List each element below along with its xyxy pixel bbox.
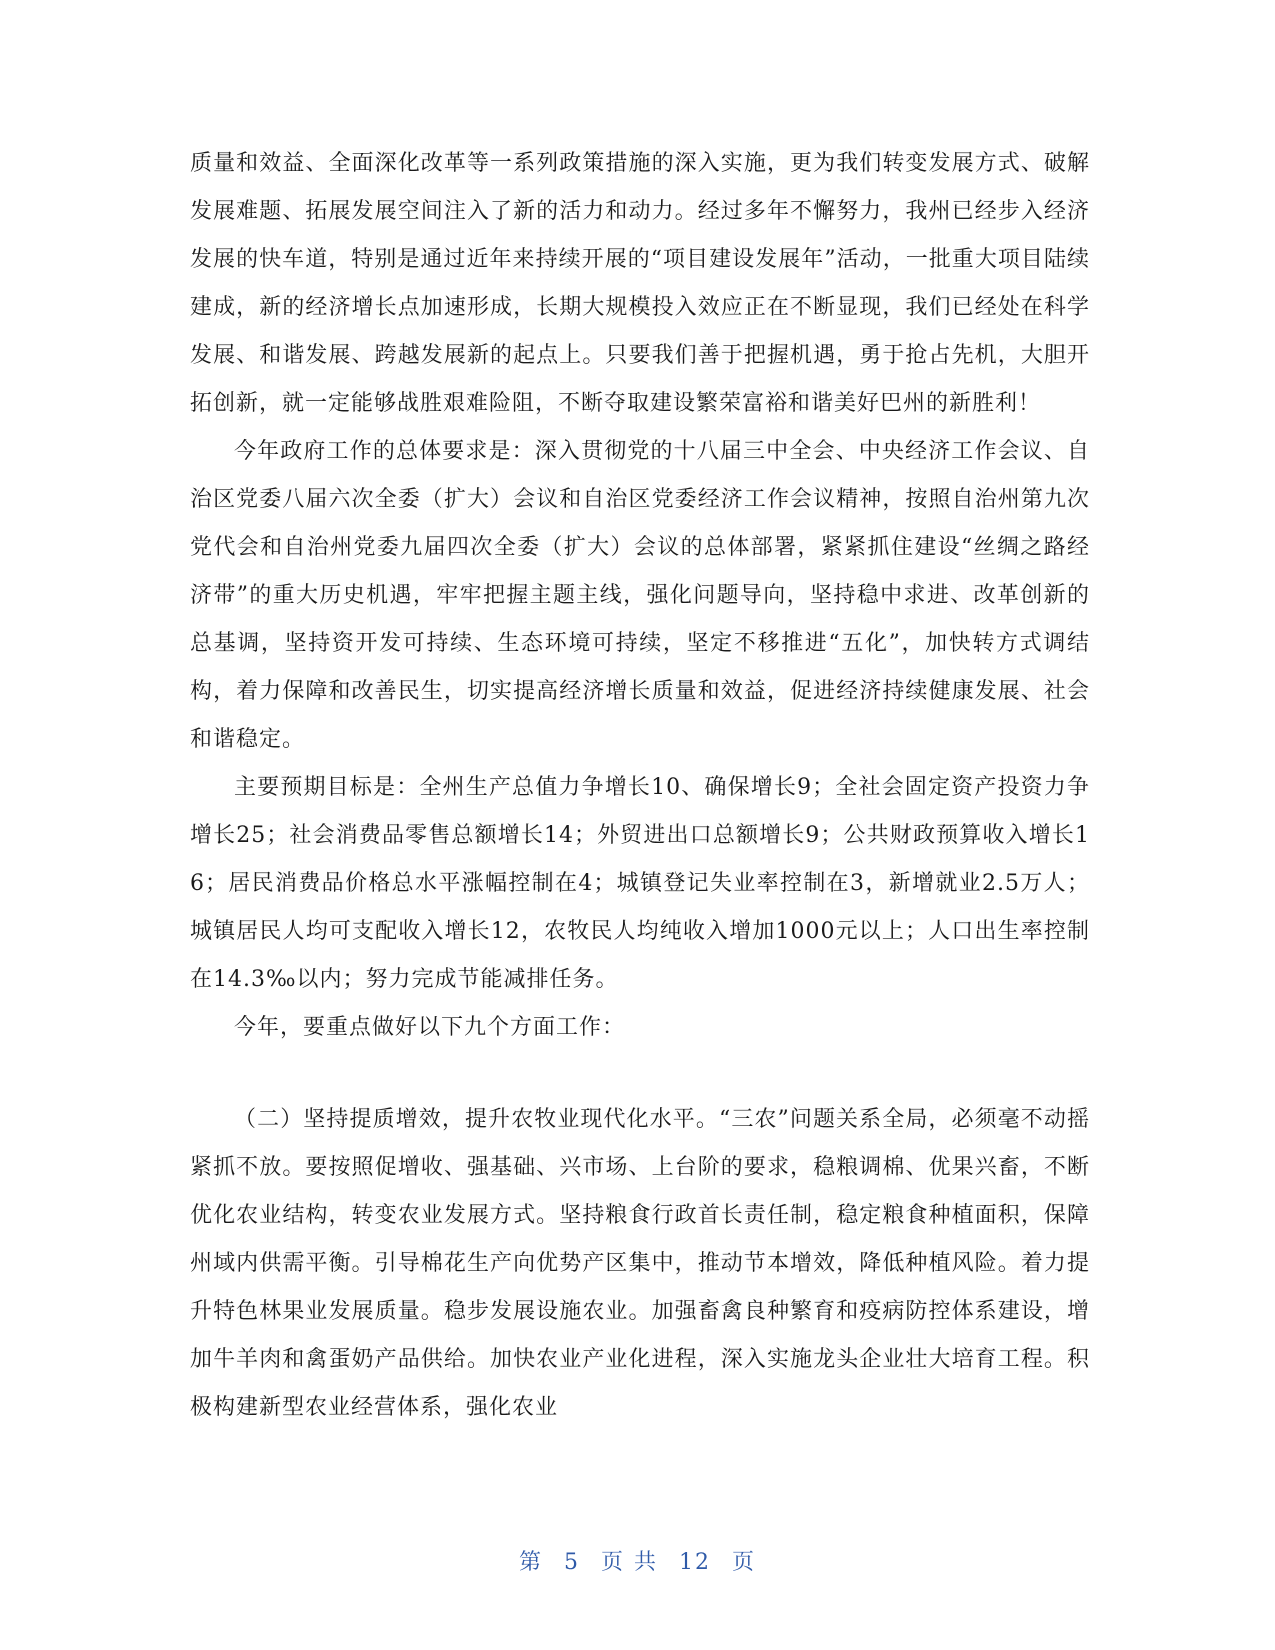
page-footer: [0, 1545, 1275, 1576]
paragraph-continuation: 质量和效益、全面深化改革等一系列政策措施的深入实施，更为我们转变发展方式、破解发展难题、拓展发展空间注入了新的活力和动力。经过多年不懈努力，我州已经步入经济发展的快车道，特别是通过近年来持续开展的“项目建设发展年”活动，一批重大项目陆续建成，新的经济增长点加速形成，长期大规模投入效应正在不断显现，我们已经处在科学发展、和谐发展、跨越发展新的起点上。只要我们善于把握机遇，勇于抢占先机，大胆开拓创新，就一定能够战胜艰难险阻，不断夺取建设繁荣富裕和谐美好巴州的新胜利！: [190, 151, 1090, 416]
paragraph-general-requirements: 今年政府工作的总体要求是：深入贯彻党的十八届三中全会、中央经济工作会议、自治区党委八届六次全委（扩大）会议和自治区党委经济工作会议精神，按照自治州第九次党代会和自治州党委九届四次全委（扩大）会议的总体部署，紧紧抓住建设“丝绸之路经济带”的重大历史机遇，牢牢把握主题主线，强化问题导向，坚持稳中求进、改革创新的总基调，坚持资开发可持续、生态环境可持续，坚定不移推进“五化”，加快转方式调结构，着力保障和改善民生，切实提高经济增长质量和效益，促进经济持续健康发展、社会和谐稳定。: [190, 439, 1090, 752]
footer-suffix: 页: [732, 1550, 757, 1575]
paragraph-section-two: （二）坚持提质增效，提升农牧业现代化水平。“三农”问题关系全局，必须毫不动摇紧抓不放。要按照促增收、强基础、兴市场、上台阶的要求，稳粮调棉、优果兴畜，不断优化农业结构，转变农业发展方式。坚持粮食行政首长责任制，稳定粮食种植面积，保障州域内供需平衡。引导棉花生产向优势产区集中，推动节本增效，降低种植风险。着力提升特色林果业发展质量。稳步发展设施农业。加强畜禽良种繁育和疫病防控体系建设，增加牛羊肉和禽蛋奶产品供给。加快农业产业化进程，深入实施龙头企业壮大培育工程。积极构建新型农业经营体系，强化农业: [190, 1107, 1090, 1420]
paragraph-main-targets: 主要预期目标是：全州生产总值力争增长10、确保增长9；全社会固定资产投资力争增长25；社会消费品零售总额增长14；外贸进出口总额增长9；公共财政预算收入增长16；居民消费品价格总水平涨幅控制在4；城镇登记失业率控制在3，新增就业2.5万人；城镇居民人均可支配收入增长12，农牧民人均纯收入增加1000元以上；人口出生率控制在14.3‰以内；努力完成节能减排任务。: [190, 775, 1090, 992]
document-body: [190, 140, 1090, 1432]
footer-prefix: 第: [518, 1550, 543, 1575]
paragraph-gap: [190, 1052, 1090, 1096]
paragraph-nine-aspects: 今年，要重点做好以下九个方面工作：: [234, 1015, 626, 1040]
footer-middle: 页 共: [601, 1550, 658, 1575]
footer-current-page: 5: [564, 1550, 580, 1575]
footer-total-pages: 12: [679, 1550, 711, 1575]
